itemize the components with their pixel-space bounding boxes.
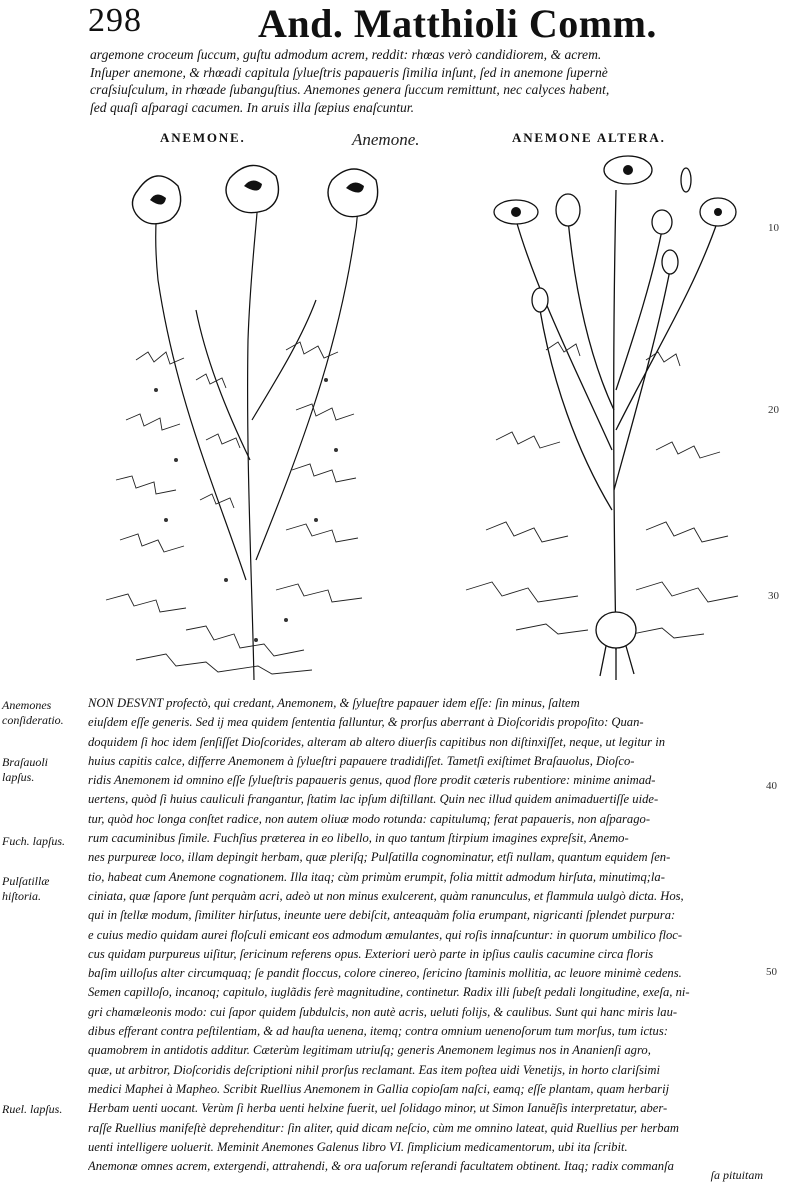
intro-line: argemone croceum ſuccum, guſtu admodum acrem, reddit: rhœas verò candidiorem, & acrem. xyxy=(90,47,602,62)
body-line: tio, habeat cum Anemone cognationem. Illa itaq; cùm primùm erumpit, folia mittit admodum hirſuta, minutimq;la- xyxy=(88,869,665,884)
body-line: uertens, quòd ſi huius cauliculi frangantur, ſtatim lac ipſum diſtillant. Quin nec illud quidem animaduertiſſe uide- xyxy=(88,792,659,807)
catchword: ſa pituitam xyxy=(710,1168,763,1182)
commentary-body xyxy=(88,694,768,1176)
body-line: ridis Anemonem id omnino eſſe ſylueſtris papaueris genus, quod flore prodit cæteris rubentiore: minime animad- xyxy=(88,773,656,788)
body-line: doquidem ſi hoc idem ſenſiſſet Dioſcorides, alteram ab altero diuerſis capitibus non diſtinxiſſet, neque, ut legitur in xyxy=(88,734,666,749)
line-number-50: 50 xyxy=(766,966,777,978)
body-line: tur, quòd hoc longa conſtet radice, non autem oliuæ modo rotunda: capitulumq; ferat papaueris, non aſparago- xyxy=(88,811,651,826)
margin-note: Ruel. lapſus. xyxy=(2,1102,63,1116)
intro-line: ſed quaſi aſparagi cacumen. In aruis illa ſæpius enaſcuntur. xyxy=(90,99,414,115)
line-number-20: 20 xyxy=(768,404,779,416)
line-number-40: 40 xyxy=(766,780,777,792)
anemone-altera-woodcut-illustration xyxy=(456,150,752,686)
body-line: Anemonæ omnes acrem, extergendi, attrahendi, & ora uaſorum reſerandi facultatem obtinent. Itaq; radix commanſa xyxy=(88,1159,674,1174)
margin-note: Fuch. lapſus. xyxy=(2,834,65,848)
right-figure-caption: ANEMONE ALTERA. xyxy=(512,130,666,145)
body-line: uenti intelligere uoluerit. Meminit Anemones Galenus libro VI. ſimplicium medicamentorum, ubi ita ſcribit. xyxy=(88,1139,628,1154)
body-line: e cuius medio quidam aurei floſculi emicant eos admodum æmulantes, qui roſis innaſcuntur: in quorum umbilico floc- xyxy=(88,927,683,942)
intro-line: craſsiuſculum, in rhœade ſubanguſtius. Anemones genera ſuccum remittunt, nec calyces habent, xyxy=(90,82,610,98)
body-line: quamobrem in antidotis additur. Cæterùm legitimam utriuſq; generis Anemonem legimus nos in Ananienſi agro, xyxy=(88,1043,651,1058)
body-line: raſſe Ruellius manifeſtè deprehenditur: ſin aliter, quid dicam neſcio, cùm me omnino lateat, quid Ruellius per herbam xyxy=(88,1120,679,1135)
margin-note: Braſauoli lapſus. xyxy=(2,755,49,784)
body-line: dibus efferant contra peſtilentiam, & ad hauſta uenena, itemq; contra omnium uenenoſorum tum morſus, tum ictus: xyxy=(88,1024,668,1039)
body-line: cus quidam purpureus uiſitur, ſericinum referens opus. Exteriori uerò parte in ipſius caulis cacumine circa floris xyxy=(88,946,654,961)
line-number-30: 30 xyxy=(768,590,779,602)
body-line: baſim uilloſus alter circumquaq; ſe pandit floccus, colore cinereo, ſericino ſtaminis mollitia, ac leuore minimè cedens. xyxy=(88,966,682,981)
body-line: Semen capilloſo, incanoq; capitulo, iuglãdis ferè magnitudine, continetur. Radix illi ſubeſt pedali longitudine, exeſa, ni- xyxy=(88,985,690,1000)
running-head: And. Matthioli Comm. xyxy=(258,1,657,46)
body-line: eiuſdem eſſe generis. Sed ij mea quidem ſententia falluntur, & prorſus aberrant à Dioſcoridis propoſito: Quan- xyxy=(88,715,644,730)
body-line: quæ, ut arbitror, Dioſcoridis deſcriptioni nihil prorſus reclamant. Eas item poſtea uidi Venetijs, in horto clariſsimi xyxy=(88,1062,660,1077)
handwritten-annotation: Anemone. xyxy=(352,130,420,149)
body-line: nes purpureæ loco, illam depingit herbam, quæ pleriſq; Pulſatilla cognominatur, etſi nullam, quantum equidem ſen- xyxy=(88,850,671,865)
left-figure-caption: ANEMONE. xyxy=(160,130,246,145)
intro-line: Inſuper anemone, & rhœadi capitula ſylueſtris papaueris ſimilia inſunt, ſed in anemone ſupernè xyxy=(90,64,608,80)
body-line: huius capitis calce, differre Anemonem à ſylueſtri papauere tradidiſſet. Tametſi exiſtimet Braſauolus, Dioſco- xyxy=(88,753,635,768)
body-line: qui in ſtellæ modum, ſimiliter hirſutus, ineunte uere debiſcit, anteaquàm folia erumpant, nigricanti ſplendet purpura: xyxy=(88,908,676,923)
anemone-woodcut-illustration xyxy=(96,160,412,684)
body-line: NON DESVNT profectò, qui credant, Anemonem, & ſylueſtre papauer idem eſſe: ſin minus, ſaltem xyxy=(88,696,580,710)
body-line: gri chamæleonis modo: cui ſapor quidem ſubdulcis, non autè acris, ueluti folijs, & caulibus. Sunt qui hanc miris lau- xyxy=(88,1004,678,1019)
intro-paragraph xyxy=(90,46,770,116)
margin-note: Anemones conſideratio. xyxy=(2,698,64,727)
body-line: Herbam uenti uocant. Verùm ſi herba uenti helxine fuerit, uel ſolidago minor, ut Simon Ianuẽſis interpretatur, aber- xyxy=(88,1101,668,1116)
margin-note: Pulſatillæ hiſtoria. xyxy=(2,874,50,903)
line-number-10: 10 xyxy=(768,222,779,234)
body-line: rum cacuminibus ſimile. Fuchſius præterea in eo libello, in quo tantum ſtirpium imagines expreſsit, Anemo- xyxy=(88,831,629,846)
body-line: medici Maphei à Mapheo. Scribit Ruellius Anemonem in Gallia copioſam naſci, eamq; eſſe plantam, quam herbarij xyxy=(88,1081,670,1096)
page-number: 298 xyxy=(88,2,142,39)
body-line: ciniata, quæ ſapore ſunt perquàm acri, adeò ut non minus exulcerent, quàm ranunculus, et flammula uulgò dicta. Hos, xyxy=(88,888,684,903)
